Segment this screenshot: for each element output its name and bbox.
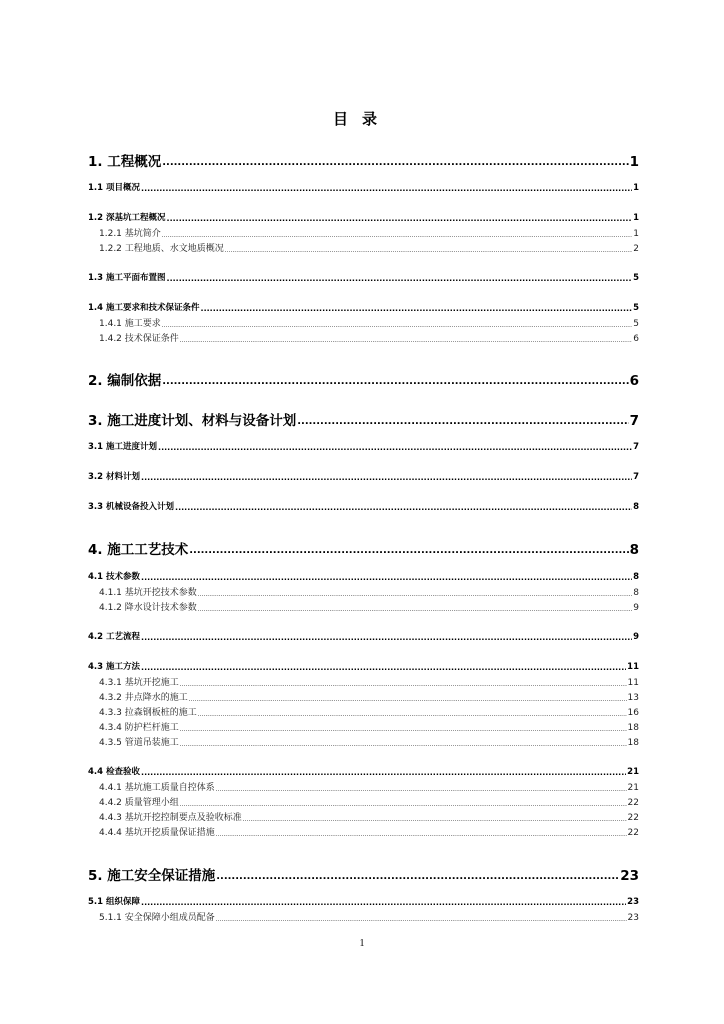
toc-entry-page: 6 (629, 373, 639, 389)
toc-entry-page: 21 (627, 767, 639, 777)
toc-entry-label: 1.1 项目概况 (88, 183, 141, 193)
toc-leader-dots (141, 663, 626, 672)
toc-entry-page: 7 (629, 413, 639, 429)
toc-entry-page: 6 (633, 334, 639, 344)
toc-entry-page: 21 (627, 783, 639, 793)
toc-entry-page: 23 (620, 868, 639, 884)
toc-entry-page: 22 (627, 798, 639, 808)
toc-leader-dots (216, 870, 619, 884)
toc-subsection[interactable] (99, 910, 639, 923)
toc-subsection[interactable] (99, 585, 639, 598)
toc-chapter[interactable] (88, 150, 639, 170)
toc-leader-dots (167, 214, 633, 223)
toc-section[interactable] (88, 500, 639, 512)
toc-entry-label: 4.3.1 基坑开挖施工 (99, 678, 179, 688)
toc-chapter[interactable] (88, 864, 639, 884)
toc-subsection[interactable] (99, 825, 639, 838)
toc-leader-dots (175, 503, 632, 512)
toc-leader-dots (162, 375, 628, 389)
toc-entry-label: 5. 施工安全保证措施 (88, 868, 216, 884)
toc-section[interactable] (88, 470, 639, 482)
toc-entry-page: 7 (633, 442, 639, 452)
toc-leader-dots (167, 274, 633, 283)
toc-leader-dots (216, 916, 627, 923)
toc-entry-page: 11 (627, 678, 639, 688)
toc-chapter[interactable] (88, 369, 639, 389)
toc-subsection[interactable] (99, 241, 639, 254)
toc-section[interactable] (88, 211, 639, 223)
toc-entry-label: 4.4.1 基坑施工质量自控体系 (99, 783, 215, 793)
toc-entry-page: 8 (633, 572, 639, 582)
toc-leader-dots (141, 573, 632, 582)
toc-leader-dots (189, 544, 628, 558)
toc-entry-page: 1 (633, 183, 639, 193)
toc-entry-page: 8 (633, 502, 639, 512)
toc-entry-page: 9 (633, 603, 639, 613)
toc-subsection[interactable] (99, 690, 639, 703)
toc-section[interactable] (88, 301, 639, 313)
toc-entry-label: 1.2.1 基坑简介 (99, 229, 161, 239)
toc-leader-dots (225, 247, 633, 254)
toc-entry-page: 23 (627, 913, 639, 923)
toc-entry-page: 5 (633, 319, 639, 329)
toc-leader-dots (141, 768, 626, 777)
toc-entry-page: 8 (629, 542, 639, 558)
toc-subsection[interactable] (99, 735, 639, 748)
toc-entry-label: 5.1.1 安全保障小组成员配备 (99, 913, 215, 923)
toc-leader-dots (180, 726, 627, 733)
toc-entry-label: 1.2.2 工程地质、水文地质概况 (99, 244, 224, 254)
toc-entry-label: 4.1 技术参数 (88, 572, 141, 582)
toc-entry-label: 1. 工程概况 (88, 154, 162, 170)
toc-entry-page: 1 (633, 213, 639, 223)
toc-entry-label: 4.3.3 拉森钢板桩的施工 (99, 708, 197, 718)
toc-subsection[interactable] (99, 331, 639, 344)
toc-chapter[interactable] (88, 409, 639, 429)
toc-entry-label: 3.2 材料计划 (88, 472, 141, 482)
toc-entry-label: 2. 编制依据 (88, 373, 162, 389)
toc-leader-dots (141, 633, 632, 642)
toc-entry-page: 2 (633, 244, 639, 254)
toc-entry-page: 8 (633, 588, 639, 598)
toc-leader-dots (141, 473, 632, 482)
toc-entry-page: 5 (633, 273, 639, 283)
toc-leader-dots (180, 741, 627, 748)
toc-leader-dots (180, 337, 633, 344)
toc-leader-dots (158, 443, 632, 452)
toc-subsection[interactable] (99, 705, 639, 718)
toc-leader-dots (162, 232, 633, 239)
toc-entry-page: 22 (627, 813, 639, 823)
toc-entry-page: 9 (633, 632, 639, 642)
toc-section[interactable] (88, 630, 639, 642)
toc-leader-dots (162, 156, 628, 170)
toc-entry-page: 1 (629, 154, 639, 170)
toc-subsection[interactable] (99, 720, 639, 733)
toc-leader-dots (141, 184, 632, 193)
toc-subsection[interactable] (99, 600, 639, 613)
toc-leader-dots (198, 711, 627, 718)
toc-entry-page: 18 (627, 723, 639, 733)
toc-section[interactable] (88, 895, 639, 907)
toc-entry-page: 22 (627, 828, 639, 838)
toc-subsection[interactable] (99, 795, 639, 808)
toc-section[interactable] (88, 570, 639, 582)
toc-entry-label: 4.2 工艺流程 (88, 632, 141, 642)
toc-entry-page: 16 (627, 708, 639, 718)
toc-entry-label: 3.3 机械设备投入计划 (88, 502, 175, 512)
toc-entry-page: 18 (627, 738, 639, 748)
toc-entry-label: 4.1.2 降水设计技术参数 (99, 603, 197, 613)
toc-subsection[interactable] (99, 810, 639, 823)
toc-entry-label: 1.4.2 技术保证条件 (99, 334, 179, 344)
toc-entry-label: 4. 施工工艺技术 (88, 542, 189, 558)
toc-leader-dots (198, 606, 633, 613)
toc-leader-dots (201, 304, 633, 313)
toc-leader-dots (180, 681, 627, 688)
toc-entry-label: 4.3.5 管道吊装施工 (99, 738, 179, 748)
toc-entry-page: 11 (627, 662, 639, 672)
toc-section[interactable] (88, 765, 639, 777)
toc-entry-label: 4.3 施工方法 (88, 662, 141, 672)
toc-entry-label: 3.1 施工进度计划 (88, 442, 158, 452)
toc-entry-page: 7 (633, 472, 639, 482)
toc-section[interactable] (88, 271, 639, 283)
toc-leader-dots (216, 786, 627, 793)
toc-entry-label: 1.3 施工平面布置图 (88, 273, 166, 283)
toc-entry-page: 1 (633, 229, 639, 239)
toc-entry-label: 4.4.4 基坑开挖质量保证措施 (99, 828, 215, 838)
toc-section[interactable] (88, 181, 639, 193)
toc-section[interactable] (88, 660, 639, 672)
toc-entry-label: 4.4.3 基坑开挖控制要点及验收标准 (99, 813, 242, 823)
page-number: 1 (359, 938, 365, 949)
toc-section[interactable] (88, 440, 639, 452)
toc-entry-label: 3. 施工进度计划、材料与设备计划 (88, 413, 297, 429)
toc-subsection[interactable] (99, 675, 639, 688)
toc-entry-page: 13 (627, 693, 639, 703)
toc-leader-dots (180, 801, 627, 808)
toc-leader-dots (216, 831, 627, 838)
toc-leader-dots (198, 591, 633, 598)
toc-entry-label: 4.4.2 质量管理小组 (99, 798, 179, 808)
toc-entry-label: 4.3.2 井点降水的施工 (99, 693, 188, 703)
toc-entry-label: 1.4.1 施工要求 (99, 319, 161, 329)
toc-leader-dots (162, 322, 633, 329)
toc-entry-label: 4.1.1 基坑开挖技术参数 (99, 588, 197, 598)
toc-entry-page: 23 (627, 897, 639, 907)
toc-title: 目录 (332, 112, 391, 128)
toc-leader-dots (297, 415, 628, 429)
toc-subsection[interactable] (99, 780, 639, 793)
toc-leader-dots (141, 898, 626, 907)
toc-leader-dots (189, 696, 627, 703)
toc-subsection[interactable] (99, 316, 639, 329)
toc-subsection[interactable] (99, 226, 639, 239)
toc-entry-label: 5.1 组织保障 (88, 897, 141, 907)
toc-entry-label: 4.4 检查验收 (88, 767, 141, 777)
toc-chapter[interactable] (88, 538, 639, 558)
toc-entry-page: 5 (633, 303, 639, 313)
toc-entry-label: 1.4 施工要求和技术保证条件 (88, 303, 200, 313)
toc-leader-dots (243, 816, 627, 823)
toc-entry-label: 1.2 深基坑工程概况 (88, 213, 166, 223)
toc-entry-label: 4.3.4 防护栏杆施工 (99, 723, 179, 733)
